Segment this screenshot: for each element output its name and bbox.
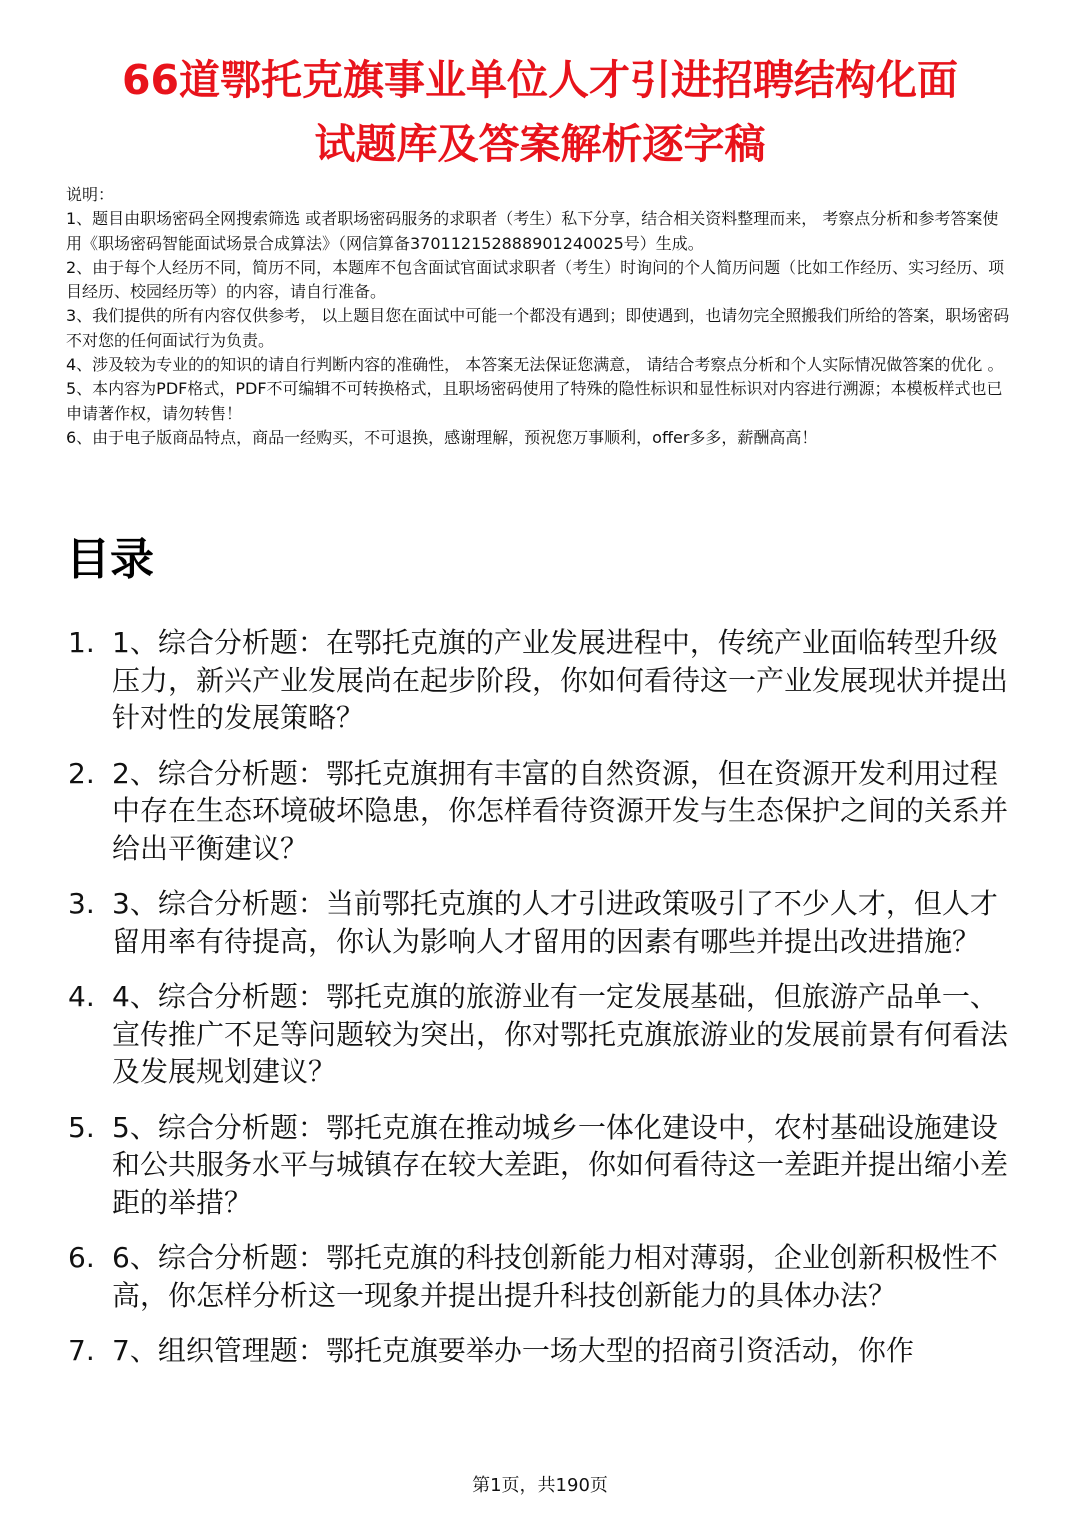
toc-item-number: 1. [68, 626, 95, 659]
toc-item-text: 1、综合分析题：在鄂托克旗的产业发展进程中，传统产业面临转型升级压力，新兴产业发展尚在起步阶段，你如何看待这一产业发展现状并提出针对性的发展策略？ [112, 626, 1009, 734]
toc-item-text: 2、综合分析题：鄂托克旗拥有丰富的自然资源，但在资源开发利用过程中存在生态环境破坏隐患，你怎样看待资源开发与生态保护之间的关系并给出平衡建议？ [112, 756, 1009, 865]
toc-item[interactable] [66, 755, 1024, 868]
toc-item-text: 7、组织管理题：鄂托克旗要举办一场大型的招商引资活动，你作 [112, 1334, 914, 1367]
page-footer: 第1页，共190页 [472, 1475, 608, 1496]
disclaimer-notes [66, 183, 1014, 450]
toc-item-text: 5、综合分析题：鄂托克旗在推动城乡一体化建设中，农村基础设施建设和公共服务水平与城镇存在较大差距，你如何看待这一差距并提出缩小差距的举措？ [112, 1110, 1009, 1219]
document-title [60, 48, 1020, 176]
toc-item-number: 4. [68, 980, 95, 1013]
toc-item[interactable] [66, 1239, 1024, 1314]
note-item: 3、我们提供的所有内容仅供参考， 以上题目您在面试中可能一个都没有遇到；即使遇到，也请勿完全照搬我们所给的答案，职场密码不对您的任何面试行为负责。 [66, 306, 1010, 350]
title-line-1: 66道鄂托克旗事业单位人才引进招聘结构化面 [121, 56, 959, 104]
note-item: 5、本内容为PDF格式，PDF不可编辑不可转换格式，且职场密码使用了特殊的隐性标识和显性标识对内容进行溯源；本模板样式也已申请著作权，请勿转售！ [66, 379, 1003, 423]
notes-heading: 说明： [66, 185, 115, 204]
toc-item[interactable] [66, 1109, 1024, 1222]
toc-heading: 目录 [66, 534, 154, 585]
note-item: 2、由于每个人经历不同，简历不同，本题库不包含面试官面试求职者（考生）时询问的个人简历问题（比如工作经历、实习经历、项目经历、校园经历等）的内容，请自行准备。 [66, 257, 1005, 302]
toc-list [66, 624, 1024, 1388]
title-line-2: 试题库及答案解析逐字稿 [314, 120, 766, 168]
toc-item-number: 7. [68, 1334, 95, 1367]
toc-item-number: 6. [68, 1241, 95, 1274]
toc-item-text: 3、综合分析题：当前鄂托克旗的人才引进政策吸引了不少人才，但人才留用率有待提高，你认为影响人才留用的因素有哪些并提出改进措施？ [112, 887, 998, 958]
note-item: 4、涉及较为专业的的知识的请自行判断内容的准确性， 本答案无法保证您满意， 请结合考察点分析和个人实际情况做答案的优化 。 [66, 355, 1004, 375]
toc-item-number: 3. [68, 887, 95, 920]
toc-item-number: 2. [68, 756, 95, 790]
toc-item-text: 6、综合分析题：鄂托克旗的科技创新能力相对薄弱，企业创新积极性不高，你怎样分析这一现象并提出提升科技创新能力的具体办法？ [112, 1241, 998, 1312]
toc-item[interactable] [66, 1332, 1024, 1370]
note-item: 1、题目由职场密码全网搜索筛选 或者职场密码服务的求职者（考生）私下分享，结合相关资料整理而来， 考察点分析和参考答案使用《职场密码智能面试场景合成算法》（网信算备370112152888901240025号）生成。 [66, 209, 999, 253]
toc-item[interactable] [66, 885, 1024, 960]
toc-item[interactable] [66, 978, 1024, 1091]
toc-item[interactable] [66, 624, 1024, 737]
toc-item-number: 5. [68, 1110, 95, 1144]
toc-item-text: 4、综合分析题：鄂托克旗的旅游业有一定发展基础，但旅游产品单一、宣传推广不足等问题较为突出，你对鄂托克旗旅游业的发展前景有何看法及发展规划建议？ [112, 980, 1009, 1088]
note-item: 6、由于电子版商品特点，商品一经购买，不可退换，感谢理解，预祝您万事顺利，offer多多，薪酬高高！ [66, 427, 818, 447]
